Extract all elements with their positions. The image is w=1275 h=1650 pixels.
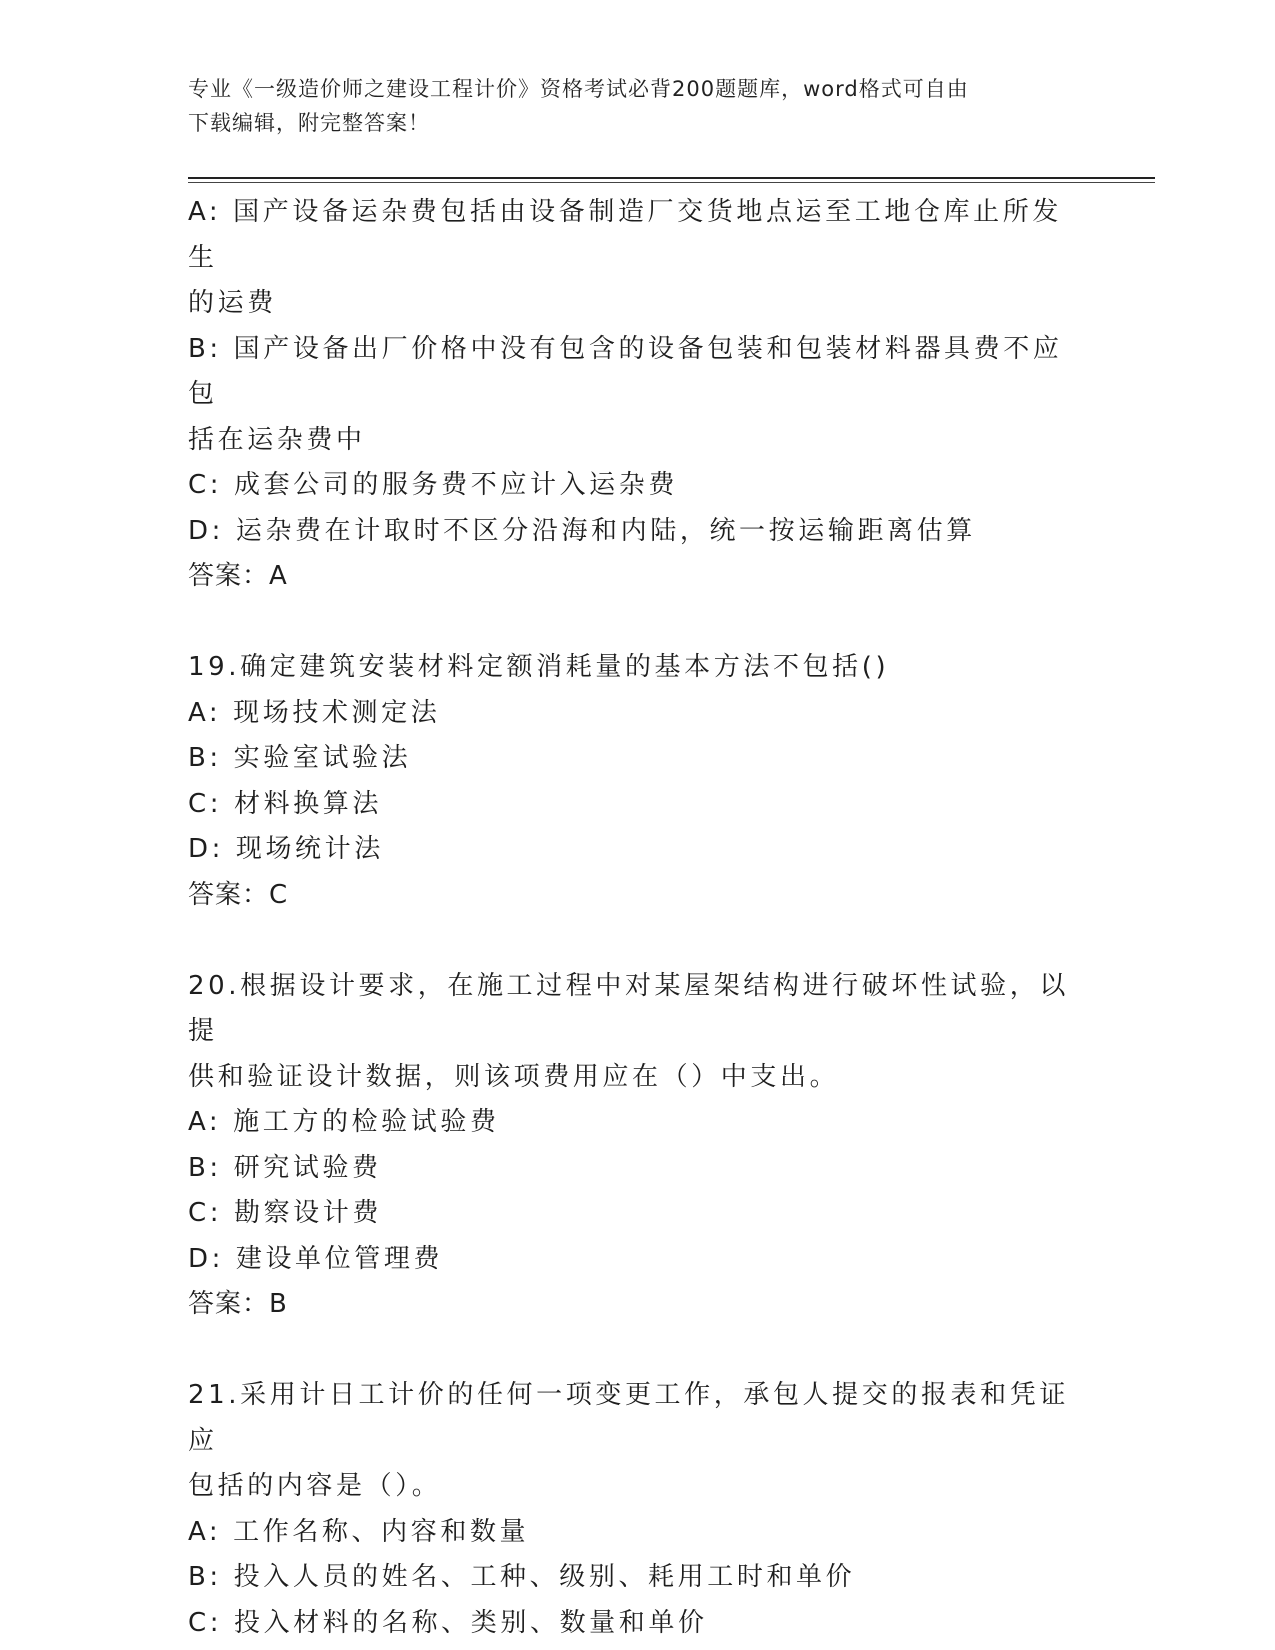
option-b-line-1: B: 国产设备出厂价格中没有包含的设备包装和包装材料器具费不应包	[188, 333, 1063, 409]
option-b: B: 实验室试验法	[188, 743, 412, 773]
option-a: A: 施工方的检验试验费	[188, 1107, 500, 1137]
option-d: D: 建设单位管理费	[188, 1243, 444, 1274]
option-d: D: 现场统计法	[188, 834, 384, 864]
option-b: B: 研究试验费	[188, 1152, 382, 1183]
spacer	[188, 918, 1088, 964]
option-c: C: 材料换算法	[188, 788, 382, 819]
document-header	[188, 72, 1078, 140]
question-stem-line-2: 包括的内容是（）。	[188, 1471, 442, 1501]
option-a-line-1: A: 国产设备运杂费包括由设备制造厂交货地点运至工地仓库止所发生	[188, 197, 1062, 273]
option-c: C: 投入材料的名称、类别、数量和单价	[188, 1607, 708, 1638]
header-line-2: 下载编辑，附完整答案！	[188, 111, 430, 135]
header-divider-thick	[188, 177, 1155, 179]
option-c: C: 勘察设计费	[188, 1198, 382, 1228]
question-19	[188, 645, 1088, 918]
header-divider-thin	[188, 182, 1155, 183]
option-b-line-2: 括在运杂费中	[188, 424, 366, 455]
option-c: C: 成套公司的服务费不应计入运杂费	[188, 470, 678, 500]
option-a-line-2: 的运费	[188, 288, 277, 318]
spacer	[188, 1328, 1088, 1374]
question-20	[188, 964, 1088, 1328]
question-21	[188, 1373, 1088, 1646]
answer: 答案：A	[188, 561, 288, 591]
header-line-1: 专业《一级造价师之建设工程计价》资格考试必背200题题库，word格式可自由	[188, 77, 969, 101]
question-stem-line-1: 21.采用计日工计价的任何一项变更工作，承包人提交的报表和凭证应	[188, 1380, 1069, 1456]
question-18	[188, 190, 1088, 600]
option-a: A: 工作名称、内容和数量	[188, 1516, 530, 1547]
question-stem-line-2: 供和验证设计数据，则该项费用应在（）中支出。	[188, 1061, 840, 1092]
option-b: B: 投入人员的姓名、工种、级别、耗用工时和单价	[188, 1562, 856, 1592]
answer: 答案：B	[188, 1289, 288, 1319]
spacer	[188, 600, 1088, 646]
answer: 答案：C	[188, 879, 289, 910]
option-a: A: 现场技术测定法	[188, 697, 441, 728]
question-stem: 19.确定建筑安装材料定额消耗量的基本方法不包括()	[188, 652, 890, 682]
option-d: D: 运杂费在计取时不区分沿海和内陆，统一按运输距离估算	[188, 515, 976, 546]
question-content	[188, 190, 1088, 1646]
question-stem-line-1: 20.根据设计要求，在施工过程中对某屋架结构进行破坏性试验，以提	[188, 970, 1069, 1046]
